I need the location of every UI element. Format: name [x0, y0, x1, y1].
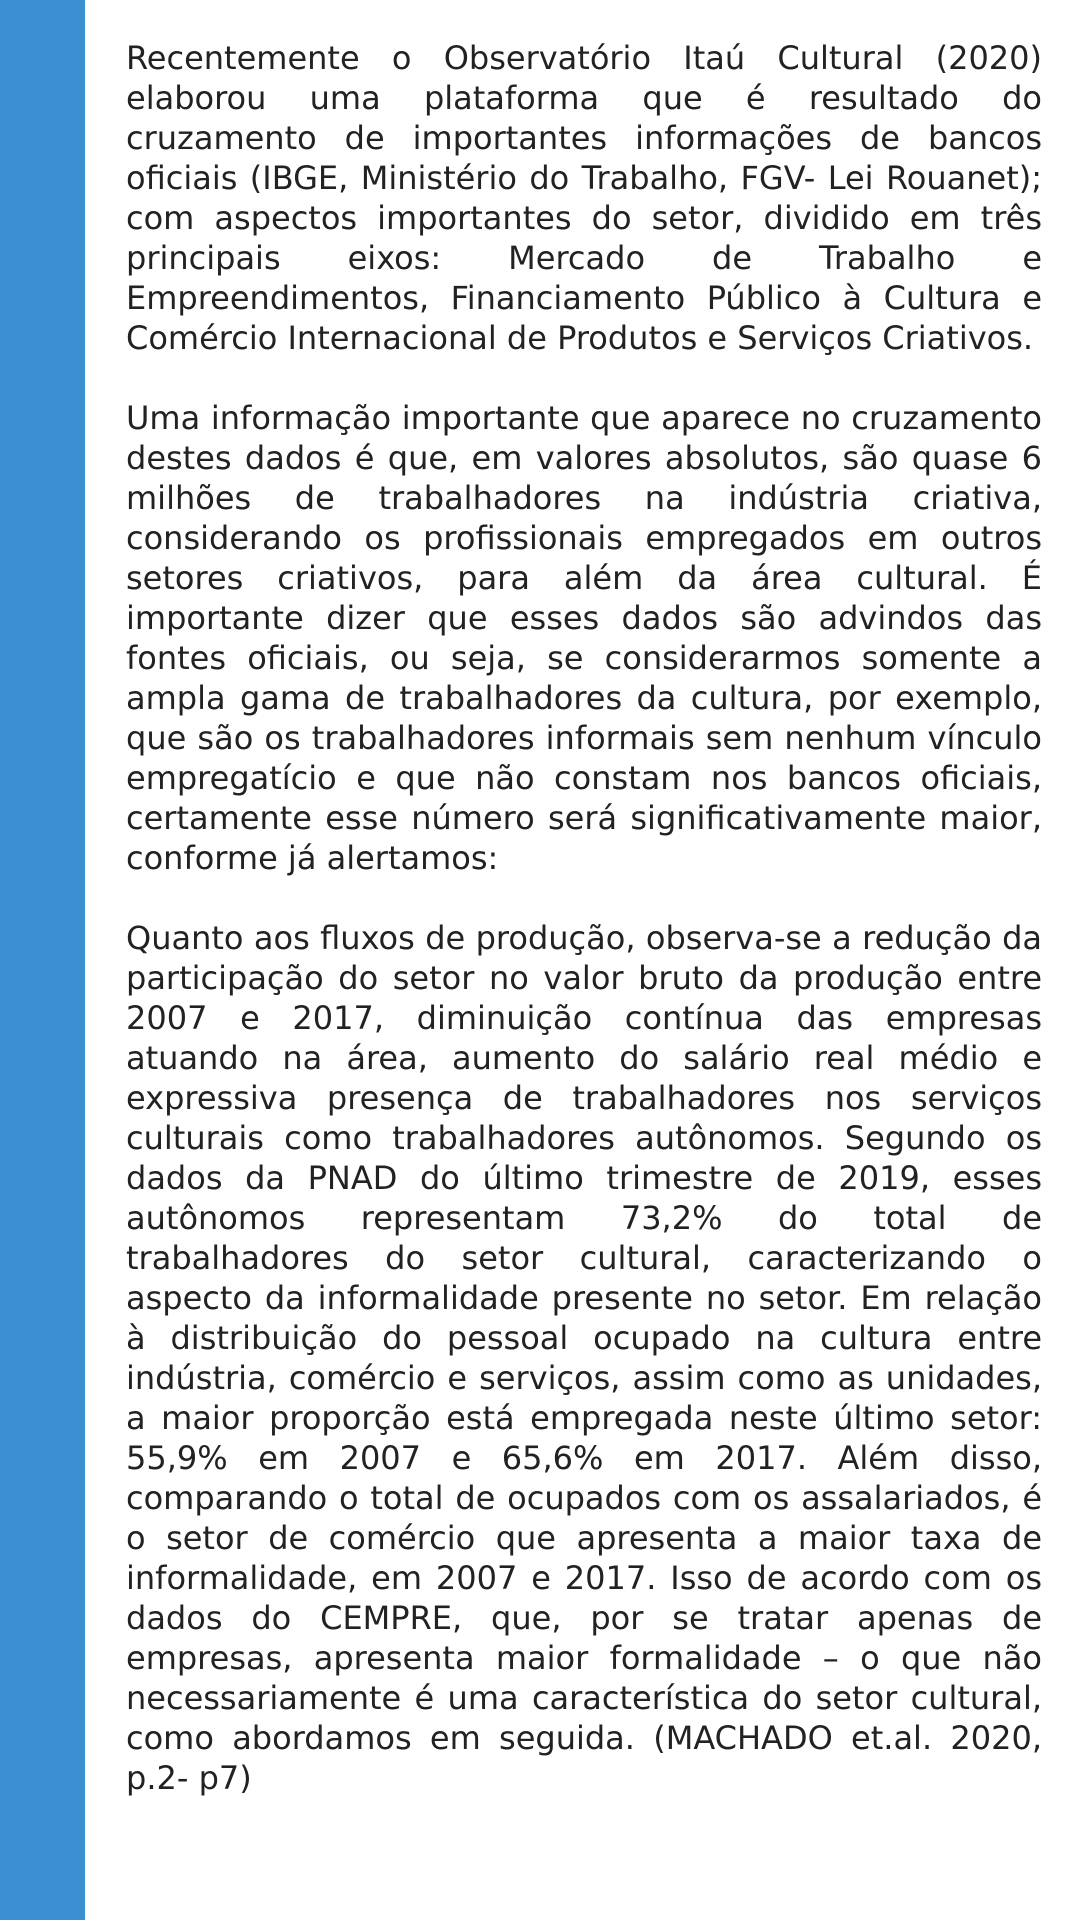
- document-body: [126, 38, 1042, 1838]
- side-color-bar: [0, 0, 85, 1920]
- block-quote: Quanto aos fluxos de produção, observa-se a redução da participação do setor no valor bruto da produção entre 2007 e 2017, diminuição contínua das empresas atuando na área, aumento do salário real médio e expressiva presença de trabalhadores nos serviços culturais como trabalhadores autônomos. Segundo os dados da PNAD do último trimestre de 2019, esses autônomos representam 73,2% do total de trabalhadores do setor cultural, caracterizando o aspecto da informalidade presente no setor. Em relação à distribuição do pessoal ocupado na cultura entre indústria, comércio e serviços, assim como as unidades, a maior proporção está empregada neste último setor: 55,9% em 2007 e 65,6% em 2017. Além disso, comparando o total de ocupados com os assalariados, é o setor de comércio que apresenta a maior taxa de informalidade, em 2007 e 2017. Isso de acordo com os dados do CEMPRE, que, por se tratar apenas de empresas, apresenta maior formalidade – o que não necessariamente é uma característica do setor cultural, como abordamos em seguida. (MACHADO et.al. 2020, p.2- p7): [126, 919, 1042, 1797]
- paragraph-trabalhadores: Uma informação importante que aparece no cruzamento destes dados é que, em valores absolutos, são quase 6 milhões de trabalhadores na indústria criativa, considerando os profissionais empregados em outros setores criativos, para além da área cultural. É importante dizer que esses dados são advindos das fontes oficiais, ou seja, se considerarmos somente a ampla gama de trabalhadores da cultura, por exemplo, que são os trabalhadores informais sem nenhum vínculo empregatício e que não constam nos bancos oficiais, certamente esse número será significativamente maior, conforme já alertamos:: [126, 399, 1042, 877]
- paragraph-observatorio: Recentemente o Observatório Itaú Cultural (2020) elaborou uma plataforma que é resultado do cruzamento de importantes informações de bancos oficiais (IBGE, Ministério do Trabalho, FGV- Lei Rouanet); com aspectos importantes do setor, dividido em três principais eixos: Mercado de Trabalho e Empreendimentos, Financiamento Público à Cultura e Comércio Internacional de Produtos e Serviços Criativos.: [126, 39, 1042, 357]
